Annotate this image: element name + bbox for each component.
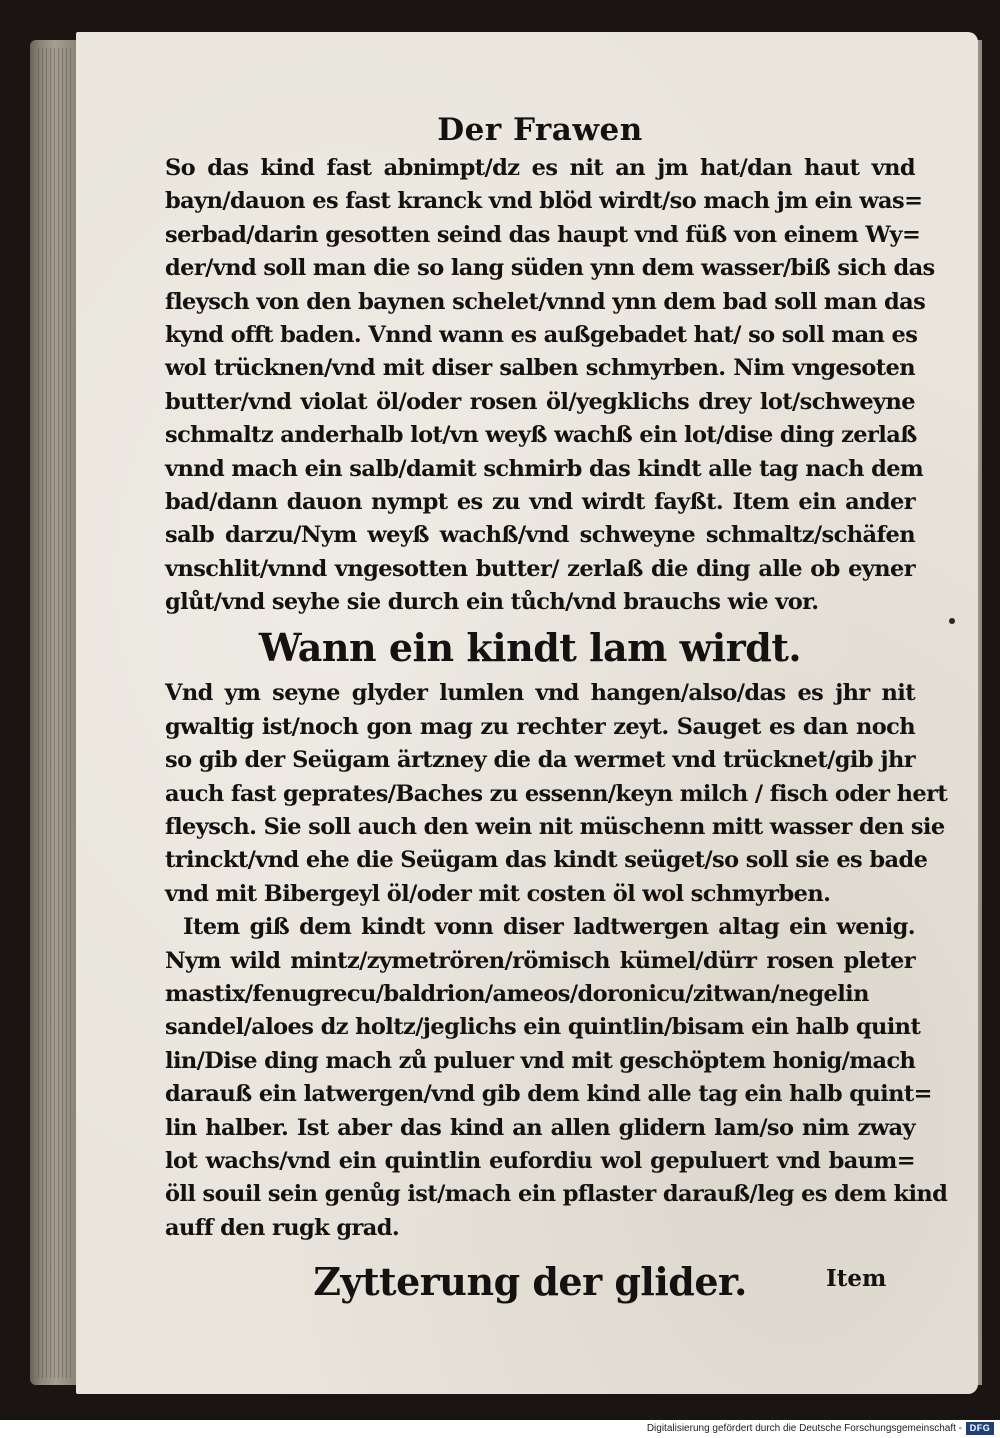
text-line: bad/dann dauon nympt es zu vnd wirdt fayßt. Item ein ander bbox=[165, 488, 915, 515]
paragraph-3 bbox=[165, 911, 948, 1245]
text-line: glůt/vnd seyhe sie durch ein tůch/vnd brauchs wie vor. bbox=[165, 589, 819, 616]
text-line: so gib der Seügam ärtzney die da wermet vnd trücknet/gib jhr bbox=[165, 747, 915, 774]
text-line: fleysch. Sie soll auch den wein nit müschenn mitt wasser den sie bbox=[165, 814, 945, 841]
text-line: sandel/aloes dz holtz/jeglichs ein quintlin/bisam ein halb quint bbox=[165, 1014, 921, 1041]
text-line: der/vnd soll man die so lang süden ynn dem wasser/biß sich das bbox=[165, 255, 935, 282]
text-line: schmaltz anderhalb lot/vn weyß wachß ein lot/dise ding zerlaß bbox=[165, 422, 917, 449]
text-line: lin halber. Ist aber das kind an allen glidern lam/so nim zway bbox=[165, 1114, 915, 1141]
catchword: Item bbox=[826, 1265, 887, 1292]
text-line: lin/Dise ding mach zů puluer vnd mit geschöptem honig/mach bbox=[165, 1047, 916, 1074]
text-line: salb darzu/Nym weyß wachß/vnd schweyne schmaltz/schäfen bbox=[165, 522, 915, 549]
text-line: Item giß dem kindt vonn diser ladtwergen altag ein wenig. bbox=[183, 914, 915, 941]
page-text-block bbox=[165, 112, 948, 1311]
text-line: auch fast geprates/Baches zu essenn/keyn milch / fisch oder hert bbox=[165, 780, 948, 807]
paragraph-1 bbox=[165, 152, 935, 619]
text-line: bayn/dauon es fast kranck vnd blöd wirdt/so mach jm ein was= bbox=[165, 188, 923, 215]
dfg-logo: DFG bbox=[966, 1422, 994, 1435]
text-line: öll souil sein genůg ist/mach ein pflaster darauß/leg es dem kind bbox=[165, 1181, 948, 1208]
ink-speck bbox=[949, 618, 955, 624]
text-line: So das kind fast abnimpt/dz es nit an jm hat/dan haut vnd bbox=[165, 155, 915, 181]
text-line: wol trücknen/vnd mit diser salben schmyrben. Nim vngesoten bbox=[165, 355, 915, 382]
text-line: butter/vnd violat öl/oder rosen öl/yegklichs drey lot/schweyne bbox=[165, 388, 915, 415]
text-line: Vnd ym seyne glyder lumlen vnd hangen/also/das es jhr nit bbox=[165, 680, 915, 707]
funding-notice: Digitalisierung gefördert durch die Deutsche Forschungsgemeinschaft - bbox=[646, 1423, 962, 1434]
text-line: vnd mit Bibergeyl öl/oder mit costen öl wol schmyrben. bbox=[165, 880, 831, 907]
text-line: serbad/darin gesotten seind das haupt vnd füß von einem Wy= bbox=[165, 221, 921, 248]
paragraph-2 bbox=[165, 677, 948, 911]
text-line: gwaltig ist/noch gon mag zu rechter zeyt. Sauget es dan noch bbox=[165, 713, 915, 740]
text-line: lot wachs/vnd ein quintlin eufordiu wol gepuluert vnd baum= bbox=[165, 1147, 915, 1174]
text-line: fleysch von den baynen schelet/vnnd ynn dem bad soll man das bbox=[165, 288, 926, 315]
text-line: trinckt/vnd ehe die Seügam das kindt seüget/so soll sie es bade bbox=[165, 847, 928, 874]
section-heading-lam: Wann ein kindt lam wirdt. bbox=[258, 625, 802, 671]
text-line: Nym wild mintz/zymetrören/römisch kümel/dürr rosen pleter bbox=[165, 947, 915, 974]
text-line: darauß ein latwergen/vnd gib dem kind alle tag ein halb quint= bbox=[165, 1081, 932, 1108]
text-line: vnschlit/vnnd vngesotten butter/ zerlaß die ding alle ob eyner bbox=[165, 555, 915, 582]
footer-bar bbox=[0, 1420, 1000, 1438]
text-line: vnnd mach ein salb/damit schmirb das kindt alle tag nach dem bbox=[165, 455, 924, 482]
page-edge-lines bbox=[38, 48, 74, 1378]
running-head: Der Frawen bbox=[437, 112, 643, 148]
text-line: auff den rugk grad. bbox=[165, 1214, 400, 1241]
text-line: kynd offt baden. Vnnd wann es außgebadet hat/ so soll man es bbox=[165, 321, 918, 348]
section-heading-zytterung: Zytterung der glider. bbox=[313, 1259, 747, 1305]
text-line: mastix/fenugrecu/baldrion/ameos/doronicu/zitwan/negelin bbox=[165, 980, 869, 1007]
